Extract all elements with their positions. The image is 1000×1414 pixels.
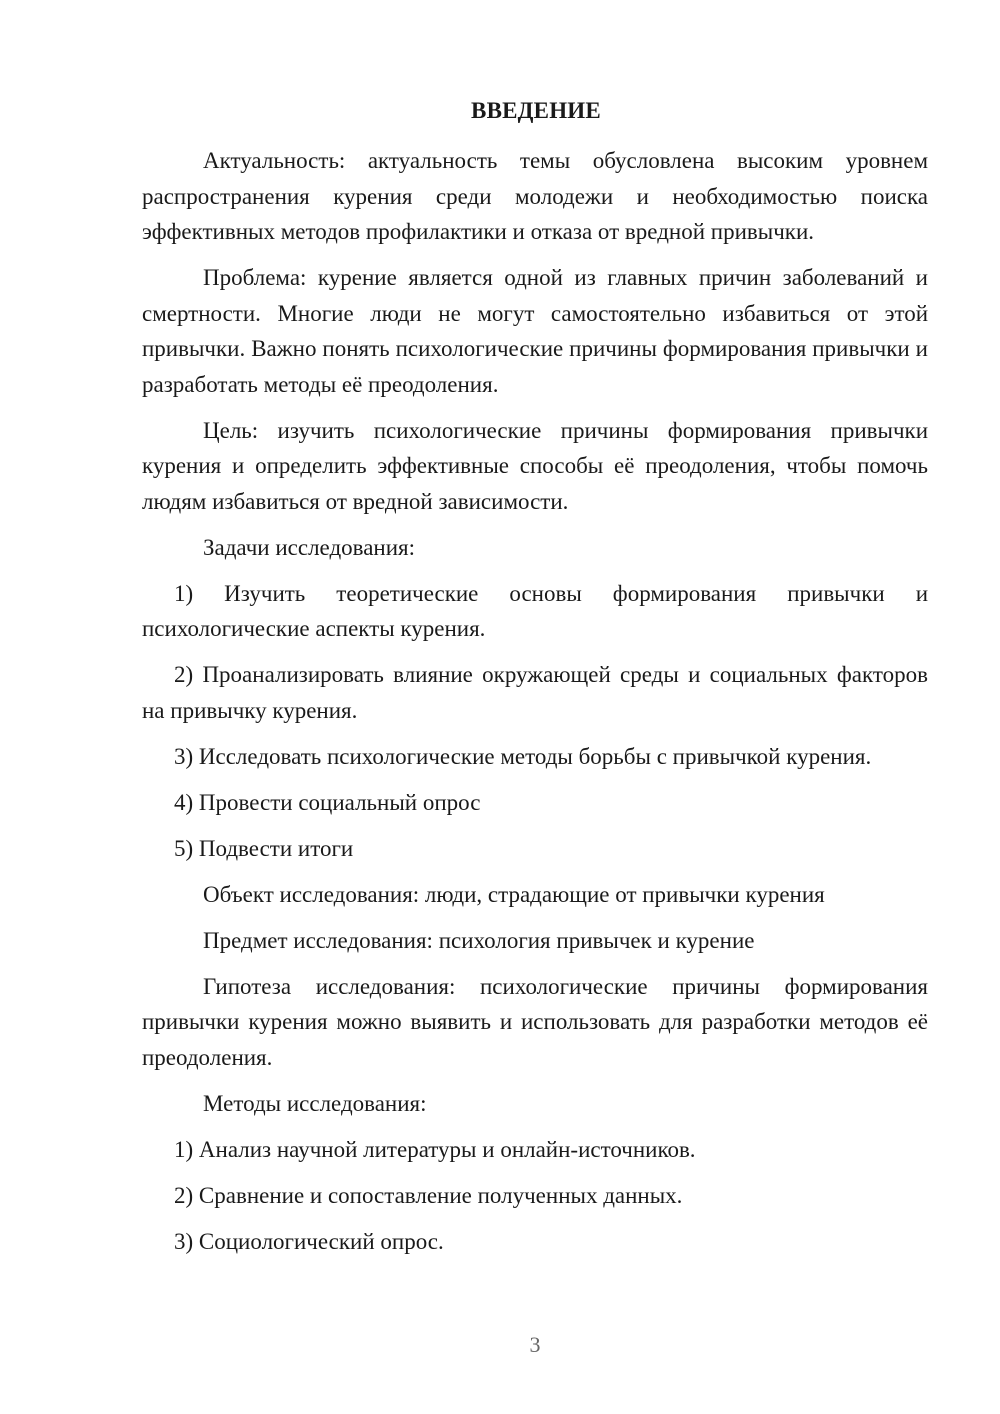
task-item-1: 1) Изучить теоретические основы формирования привычки и психологические аспекты курения. <box>142 580 928 641</box>
task-item-5: 5) Подвести итоги <box>174 835 354 861</box>
page-title: ВВЕДЕНИЕ <box>471 98 601 123</box>
methods-heading: Методы исследования: <box>203 1090 427 1116</box>
task-item-2: 2) Проанализировать влияние окружающей среды и социальных факторов на привычку курения. <box>142 662 928 723</box>
method-item-2: 2) Сравнение и сопоставление полученных данных. <box>174 1182 683 1208</box>
hypothesis-paragraph: Гипотеза исследования: психологические причины формирования привычки курения можно выявить и использовать для разработки методов её преодоления. <box>142 973 928 1070</box>
subject-paragraph: Предмет исследования: психология привычек и курение <box>203 927 755 953</box>
method-item-1: 1) Анализ научной литературы и онлайн-источников. <box>174 1136 696 1162</box>
method-item-3: 3) Социологический опрос. <box>174 1228 444 1254</box>
document-body <box>142 143 928 1270</box>
task-item-3: 3) Исследовать психологические методы борьбы с привычкой курения. <box>174 743 872 769</box>
task-item-4: 4) Провести социальный опрос <box>174 789 481 815</box>
tasks-heading: Задачи исследования: <box>203 534 416 560</box>
page-number: 3 <box>529 1332 541 1357</box>
relevance-paragraph: Актуальность: актуальность темы обусловлена высоким уровнем распространения курения среди молодежи и необходимостью поиска эффективных методов профилактики и отказа от вредной привычки. <box>142 148 928 244</box>
problem-paragraph: Проблема: курение является одной из главных причин заболеваний и смертности. Многие люди не могут самостоятельно избавиться от этой привычки. Важно понять психологические причины формирования привычки и разработать методы её преодоления. <box>142 265 928 397</box>
object-paragraph: Объект исследования: люди, страдающие от привычки курения <box>203 881 825 907</box>
goal-paragraph: Цель: изучить психологические причины формирования привычки курения и определить эффективные способы её преодоления, чтобы помочь людям избавиться от вредной зависимости. <box>142 417 928 514</box>
